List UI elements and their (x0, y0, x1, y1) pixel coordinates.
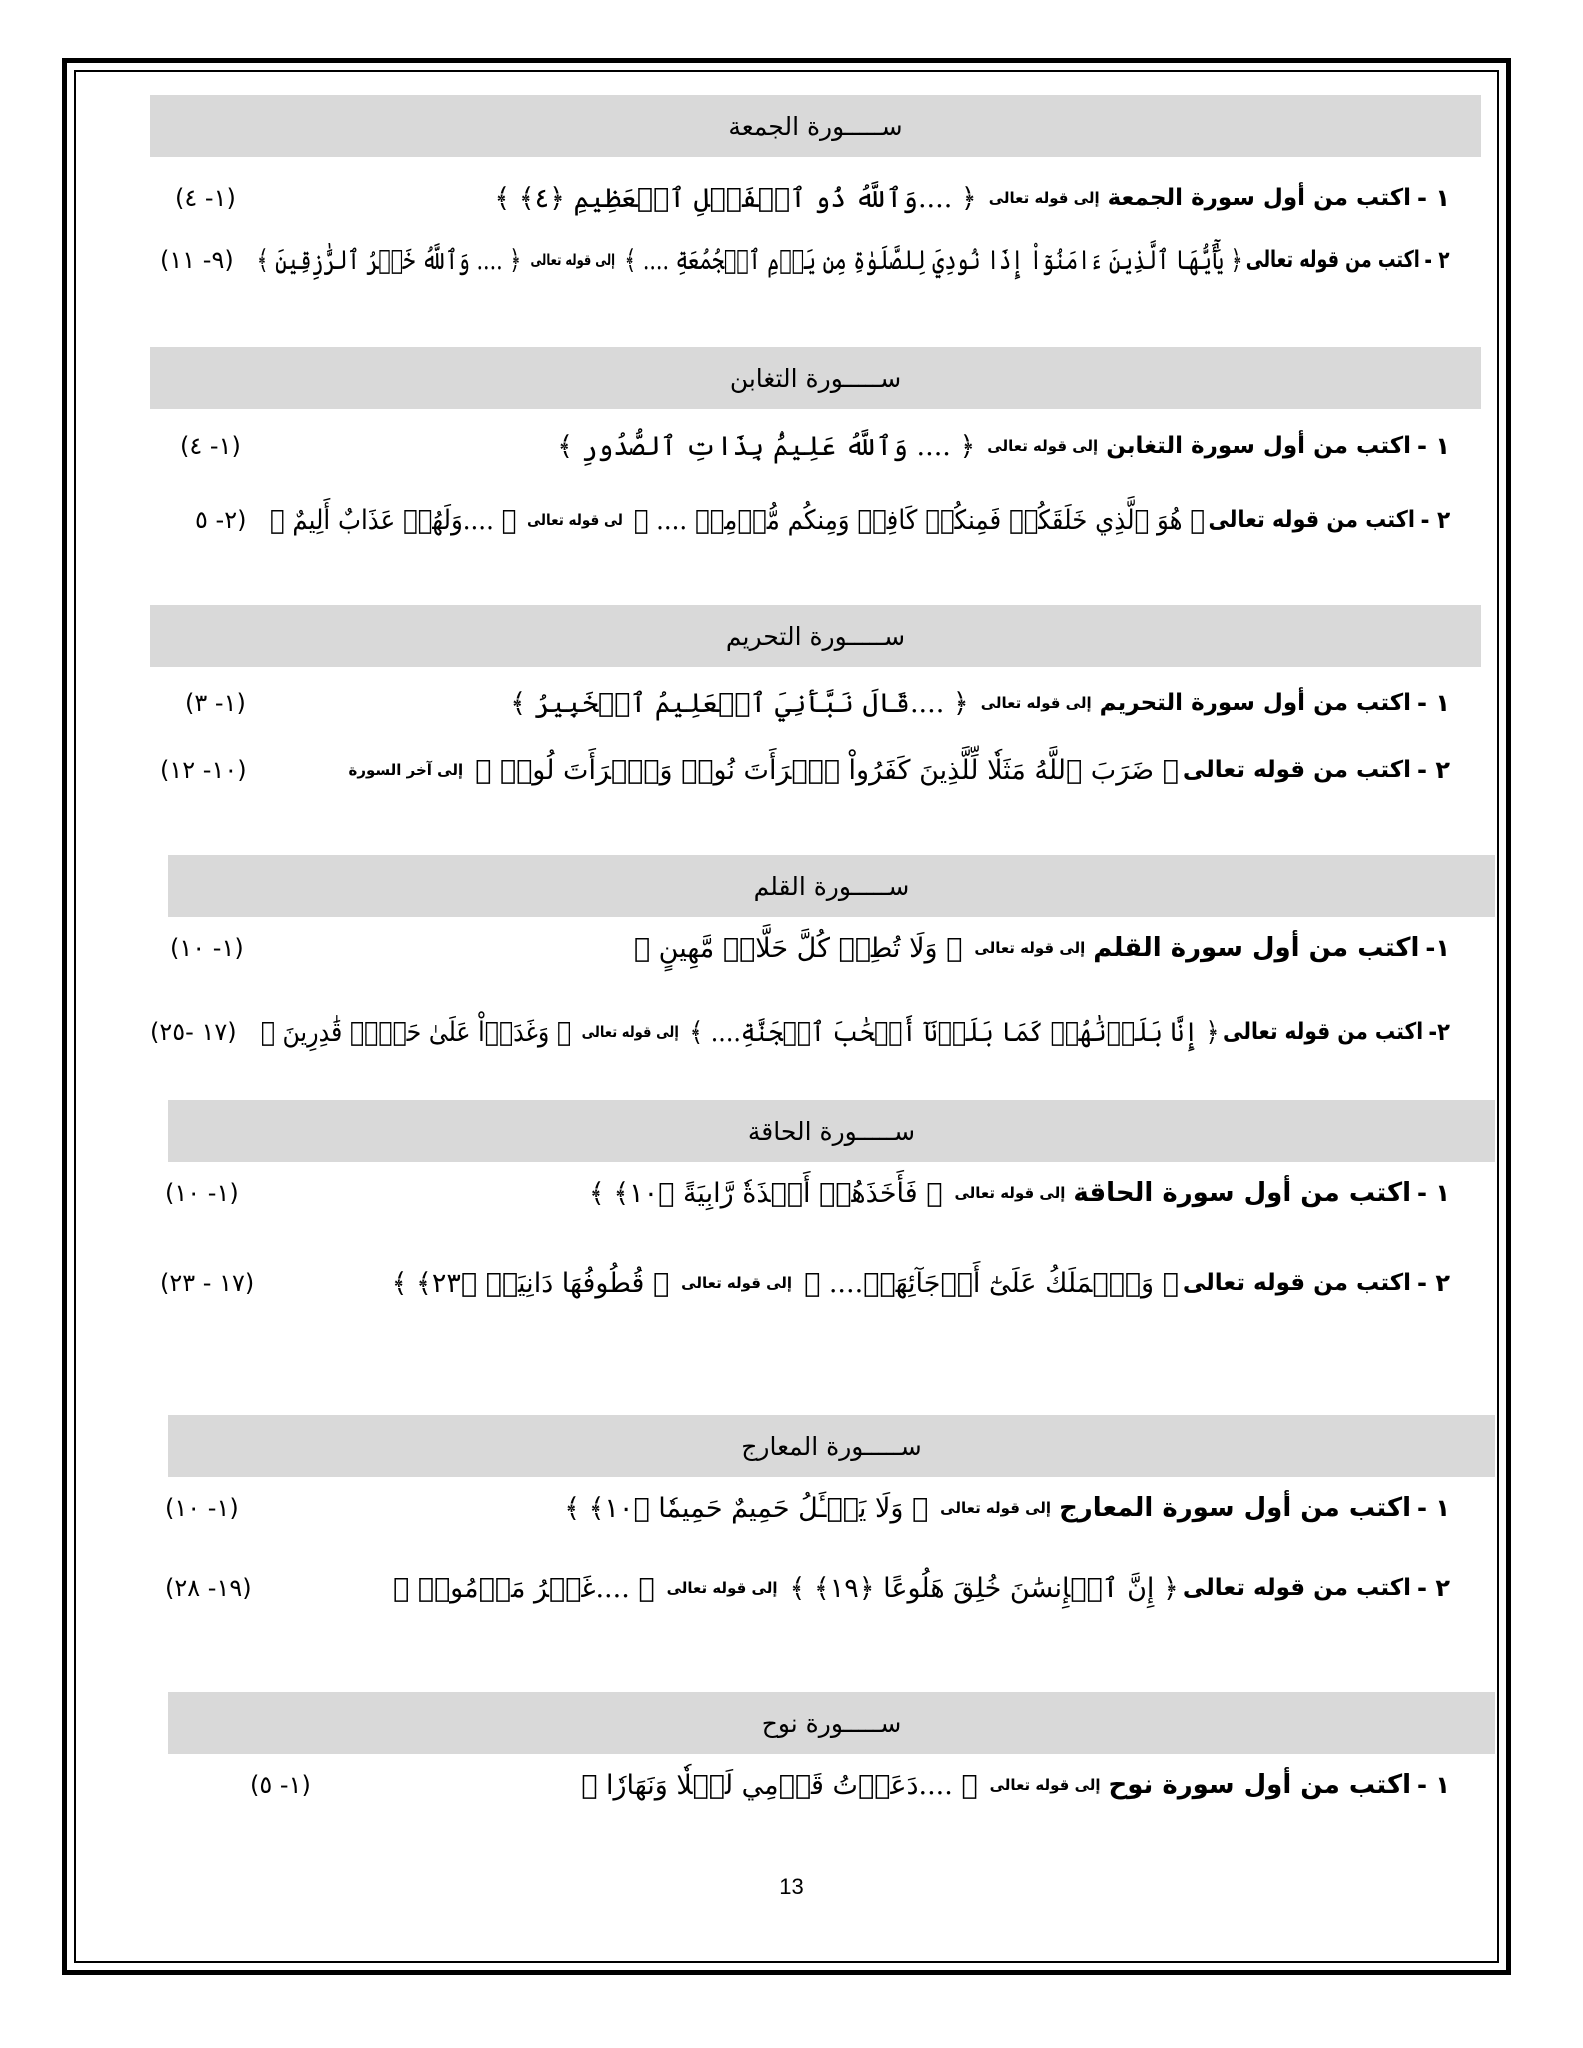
ayah-start: ﴿ إِنَّا بَلَوۡنَٰهُمۡ كَمَا بَلَوۡنَآ أَصۡحَٰبَ ٱلۡجَنَّةِ.... ﴾ (689, 1016, 1220, 1048)
section-title-banner: ســـــورة التحريم (150, 605, 1481, 667)
to-verse-label: إلى قوله تعالى (940, 1499, 1052, 1517)
page-number: 13 (779, 1874, 804, 1899)
verse-range: (٢- ٥ (195, 506, 247, 534)
section-title-banner: ســـــورة القلم (168, 855, 1495, 917)
exercise-label: اكتب من قوله تعالى (1182, 1270, 1412, 1296)
exercise-instruction (254, 232, 1450, 288)
exercise-number: ١ - (1417, 432, 1450, 460)
exercise-instruction (585, 1165, 1450, 1221)
to-verse-label: إلى قوله تعالى (681, 1274, 793, 1292)
exercise-number: ٢ - (1420, 506, 1450, 534)
section-title-banner: ســـــورة التغابن (150, 347, 1481, 409)
section-title-banner: ســـــورة نوح (168, 1692, 1495, 1754)
exercise-number: ١ - (1417, 184, 1450, 212)
exercise-label: اكتب من قوله تعالى (1208, 507, 1415, 533)
exercise-instruction (389, 1560, 1450, 1616)
exercise-row (150, 675, 1450, 731)
exercise-number: ٢ - (1417, 1574, 1450, 1602)
exercise-instruction (506, 675, 1450, 731)
exercise-row (150, 170, 1450, 226)
exercise-label: اكتب من أول سورة التحريم (1099, 690, 1412, 716)
ayah-start: ﴿ هُوَ ٱلَّذِي خَلَقَكُمۡ فَمِنكُمۡ كَافِرٞ وَمِنكُم مُّؤۡمِنٞ .... ﴾ (633, 504, 1205, 536)
exercise-instruction (257, 1004, 1450, 1060)
exercise-label: اكتب من أول سورة الجمعة (1107, 185, 1412, 211)
exercise-label: اكتب من أول سورة نوح (1108, 1770, 1412, 1800)
ayah-end: ﴿ ....قَالَ نَبَّأَنِيَ ٱلۡعَلِيمُ ٱلۡخَبِيرُ ﴾ (510, 687, 969, 719)
exercise-number: ٢ - (1424, 246, 1450, 274)
exercise-row (150, 232, 1450, 288)
exercise-number: ٢ - (1417, 1269, 1450, 1297)
exercise-row (150, 1560, 1450, 1616)
exercise-number: ١ - (1417, 1494, 1450, 1522)
ayah-start: ﴿ وَٱلۡمَلَكُ عَلَىٰٓ أَرۡجَآئِهَاۚ.... ﴾ (804, 1267, 1179, 1299)
exercise-row (150, 418, 1450, 474)
verse-range: (١- ٣) (185, 689, 246, 717)
exercise-label: اكتب من أول سورة القلم (1093, 933, 1420, 963)
ayah-end: ﴿ وَلَا يَسۡـَٔلُ حَمِيمٌ حَمِيمٗا ﴿١٠﴾ ﴾ (564, 1492, 929, 1524)
verse-range: (١- ١٠) (170, 934, 244, 962)
to-verse-label: إلى قوله تعالى (989, 1776, 1101, 1794)
verse-range: (١٧ - ٢٣) (160, 1269, 255, 1297)
exercise-instruction (388, 1255, 1450, 1311)
verse-range: (١- ٥) (250, 1771, 311, 1799)
to-verse-label: إلى آخر السورة (348, 761, 464, 779)
section-title-banner: ســـــورة الجمعة (150, 95, 1481, 157)
exercise-number: ٢ - (1417, 756, 1450, 784)
exercise-number: ١ - (1417, 689, 1450, 717)
exercise-label: اكتب من قوله تعالى (1223, 1019, 1424, 1045)
ayah-end: ﴿ وَلَا تُطِعۡ كُلَّ حَلَّافٖ مَّهِينٍ ﴾ (633, 932, 963, 964)
exercise-row (150, 1165, 1450, 1221)
ayah-end: ﴿ .... وَٱللَّهُ خَيۡرُ ٱلرَّٰزِقِينَ ﴾ (257, 244, 522, 276)
ayah-end: ﴿ ....وَٱللَّهُ ذُو ٱلۡفَضۡلِ ٱلۡعَظِيمِ ﴿٤﴾ ﴾ (494, 182, 977, 214)
exercise-row (150, 1004, 1450, 1060)
section-title-banner: ســـــورة الحاقة (168, 1100, 1495, 1162)
exercise-label: اكتب من قوله تعالى (1246, 247, 1421, 273)
exercise-instruction (490, 170, 1450, 226)
exercise-instruction (560, 1480, 1450, 1536)
exercise-label: اكتب من أول سورة الحاقة (1073, 1178, 1412, 1208)
ayah-start: ﴿ إِنَّ ٱلۡإِنسَٰنَ خُلِقَ هَلُوعًا ﴿١٩﴾ ﴾ (789, 1572, 1179, 1604)
to-verse-label: إلى قوله تعالى (987, 437, 1099, 455)
verse-range: (١٩- ٢٨) (165, 1574, 252, 1602)
exercise-label: اكتب من أول سورة التغابن (1106, 433, 1412, 459)
exercise-instruction (266, 492, 1450, 548)
verse-range: (١٠- ١٢) (160, 756, 247, 784)
ayah-end: ﴿ ....وَلَهُمۡ عَذَابٌ أَلِيمٌ ﴾ (269, 504, 516, 536)
verse-range: (١٧ -٢٥) (150, 1018, 237, 1046)
ayah-start: ﴿ ضَرَبَ ٱللَّهُ مَثَلٗا لِّلَّذِينَ كَفَرُواْ ٱمۡرَأَتَ نُوحٖ وَٱمۡرَأَتَ لُوطٖ ﴾ (475, 754, 1179, 786)
ayah-end: ﴿ وَغَدَوۡاْ عَلَىٰ حَرۡدٖ قَٰدِرِينَ ﴾ (260, 1016, 572, 1048)
to-verse-label: إلى قوله تعالى (581, 1023, 679, 1041)
exercise-row (150, 492, 1450, 548)
to-verse-label: إلى قوله تعالى (530, 251, 616, 269)
exercise-row (150, 1480, 1450, 1536)
exercise-row (150, 1255, 1450, 1311)
ayah-end: ﴿ فَأَخَذَهُمۡ أَخۡذَةٗ رَّابِيَةً ﴿١٠﴾ ﴾ (588, 1177, 943, 1209)
section-title-banner: ســـــورة المعارج (168, 1415, 1495, 1477)
exercise-instruction (340, 742, 1450, 798)
exercise-row (150, 920, 1450, 976)
verse-range: (٩- ١١) (160, 246, 234, 274)
to-verse-label: إلى قوله تعالى (988, 189, 1100, 207)
ayah-end: ﴿ ....دَعَوۡتُ قَوۡمِي لَيۡلٗا وَنَهَارٗا ﴾ (581, 1769, 978, 1801)
verse-range: (١- ١٠) (165, 1494, 239, 1522)
verse-range: (١- ٤) (175, 184, 236, 212)
ayah-end: ﴿ ....غَيۡرُ مَأۡمُونٖ ﴾ (392, 1572, 655, 1604)
verse-range: (١- ١٠) (165, 1179, 239, 1207)
exercise-number: ١ - (1417, 1179, 1450, 1207)
exercise-instruction (577, 1757, 1450, 1813)
verse-range: (١- ٤) (180, 432, 241, 460)
exercise-label: اكتب من قوله تعالى (1182, 1575, 1412, 1601)
to-verse-label: إلى قوله تعالى (980, 694, 1092, 712)
to-verse-label: لى قوله تعالى (526, 511, 623, 529)
to-verse-label: إلى قوله تعالى (974, 939, 1086, 957)
ayah-end: ﴿ قُطُوفُهَا دَانِيَةٞ ﴿٢٣﴾ ﴾ (391, 1267, 670, 1299)
to-verse-label: إلى قوله تعالى (666, 1579, 778, 1597)
exercise-instruction (553, 418, 1450, 474)
exercise-number: ١ - (1417, 1771, 1450, 1799)
exercise-row (150, 1757, 1450, 1813)
exercise-number: ١- (1425, 934, 1450, 962)
exercise-label: اكتب من أول سورة المعارج (1059, 1493, 1412, 1523)
exercise-label: اكتب من قوله تعالى (1182, 757, 1412, 783)
exercise-row (150, 742, 1450, 798)
ayah-end: ﴿ .... وَٱللَّهُ عَلِيمُۢ بِذَاتِ ٱلصُّدُورِ ﴾ (557, 430, 976, 462)
ayah-start: ﴿ يَٰٓأَيُّهَا ٱلَّذِينَ ءَامَنُوٓاْ إِذَا نُودِيَ لِلصَّلَوٰةِ مِن يَوۡمِ ٱلۡجُمُعَةِ .... ﴾ (624, 244, 1244, 276)
to-verse-label: إلى قوله تعالى (954, 1184, 1066, 1202)
exercise-instruction (630, 920, 1450, 976)
exercise-number: ٢- (1428, 1018, 1450, 1046)
